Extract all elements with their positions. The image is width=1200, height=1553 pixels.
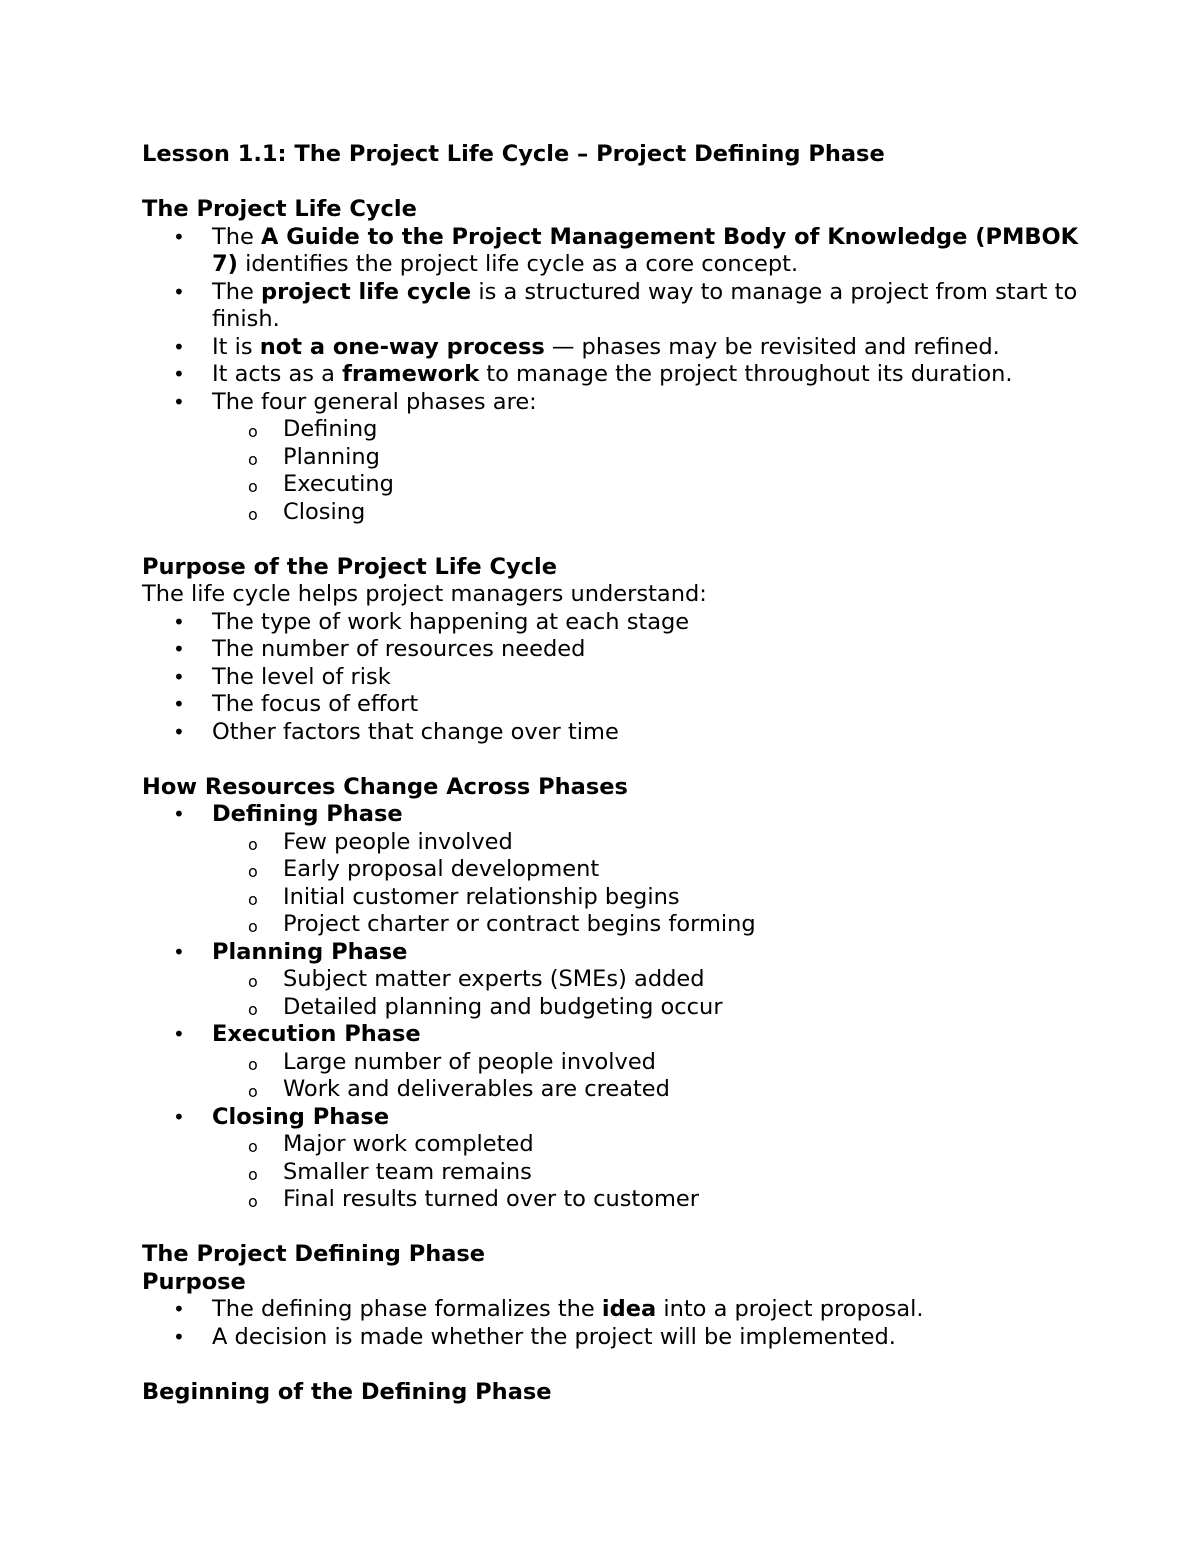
- document-body: [142, 141, 1102, 1406]
- circle-bullet-icon: o: [248, 999, 258, 1019]
- sub-list-item: o Project charter or contract begins forming: [142, 911, 1102, 939]
- section-heading-defining: The Project Defining Phase: [142, 1241, 486, 1267]
- phases-sublist: [142, 416, 1102, 526]
- circle-bullet-icon: o: [248, 917, 258, 936]
- bullet-icon: •: [173, 664, 185, 689]
- sub-list-item: o Early proposal development: [142, 856, 1102, 884]
- purpose-intro: The life cycle helps project managers understand:: [142, 581, 707, 607]
- bullet-icon: •: [173, 802, 185, 826]
- list-item: • The project life cycle is a structured way to manage a project from start to finish.: [173, 278, 1078, 332]
- circle-bullet-icon: o: [248, 422, 258, 441]
- defining-list: [142, 1296, 1102, 1351]
- list-item: • The type of work happening at each stage: [173, 608, 690, 635]
- defining-sublist: [142, 829, 1102, 939]
- list-item: • The focus of effort: [173, 691, 419, 717]
- sub-list-item: o Work and deliverables are created: [142, 1076, 1102, 1104]
- bullet-icon: •: [173, 362, 185, 386]
- circle-bullet-icon: o: [248, 1164, 258, 1184]
- circle-bullet-icon: o: [248, 1082, 258, 1101]
- list-item: • It acts as a framework to manage the project throughout its duration.: [173, 361, 1013, 387]
- list-item: • Closing Phase o Major work completed o Smaller team remains o Final results turned over to customer: [142, 1104, 1102, 1214]
- document-title: Lesson 1.1: The Project Life Cycle – Project Defining Phase: [142, 141, 885, 167]
- bullet-icon: •: [173, 334, 185, 359]
- sub-list-item: o Detailed planning and budgeting occur: [142, 994, 1102, 1022]
- resources-list: [142, 801, 1102, 1214]
- section-heading-beginning: Beginning of the Defining Phase: [142, 1378, 552, 1405]
- list-item: • A decision is made whether the project will be implemented.: [173, 1323, 896, 1350]
- bullet-icon: •: [173, 1022, 185, 1046]
- bullet-icon: •: [173, 224, 185, 249]
- section-heading-purpose: Purpose of the Project Life Cycle: [142, 553, 557, 580]
- closing-sublist: [142, 1131, 1102, 1214]
- bullet-icon: •: [173, 389, 185, 414]
- subheading-purpose: Purpose: [142, 1268, 246, 1295]
- bullet-icon: •: [173, 1104, 185, 1129]
- list-item: • The level of risk: [173, 663, 391, 690]
- list-item: • Planning Phase o Subject matter experts (SMEs) added o Detailed planning and budgeting occur: [142, 939, 1102, 1022]
- list-item: • The A Guide to the Project Management Body of Knowledge (PMBOK 7) identifies the project life cycle as a core concept.: [173, 223, 1079, 277]
- list-item: • The number of resources needed: [173, 636, 586, 662]
- sub-list-item: o Subject matter experts (SMEs) added: [142, 966, 1102, 994]
- list-item: • It is not a one-way process — phases may be revisited and refined.: [173, 333, 1000, 360]
- sub-list-item: o Executing: [142, 471, 1102, 499]
- planning-sublist: [142, 966, 1102, 1021]
- circle-bullet-icon: o: [248, 972, 258, 991]
- list-item: • Other factors that change over time: [173, 718, 619, 745]
- circle-bullet-icon: o: [248, 504, 258, 524]
- bullet-icon: •: [173, 692, 185, 716]
- circle-bullet-icon: o: [248, 449, 258, 469]
- bullet-icon: •: [173, 1297, 185, 1321]
- bullet-icon: •: [173, 719, 185, 744]
- life-cycle-list: [142, 224, 1102, 527]
- circle-bullet-icon: o: [248, 834, 258, 854]
- purpose-list: [142, 609, 1102, 747]
- list-item: • Defining Phase o Few people involved o Early proposal development o Initial customer relationship begins o Project charter or contract begins forming: [142, 801, 1102, 939]
- sub-list-item: o Few people involved: [142, 829, 1102, 857]
- bullet-icon: •: [173, 1324, 185, 1349]
- sub-list-item: o Final results turned over to customer: [142, 1186, 1102, 1214]
- circle-bullet-icon: o: [248, 1054, 258, 1074]
- circle-bullet-icon: o: [248, 889, 258, 909]
- list-item: • The defining phase formalizes the idea into a project proposal.: [173, 1296, 924, 1322]
- sub-list-item: o Planning: [142, 444, 1102, 472]
- sub-list-item: o Large number of people involved: [142, 1049, 1102, 1077]
- sub-list-item: o Initial customer relationship begins: [142, 884, 1102, 912]
- circle-bullet-icon: o: [248, 862, 258, 881]
- list-item: • Execution Phase o Large number of people involved o Work and deliverables are created: [142, 1021, 1102, 1104]
- sub-list-item: o Closing: [142, 499, 1102, 527]
- section-heading-resources: How Resources Change Across Phases: [142, 773, 628, 800]
- bullet-icon: •: [173, 939, 185, 964]
- section-heading-life-cycle: The Project Life Cycle: [142, 196, 417, 222]
- circle-bullet-icon: o: [248, 1192, 258, 1211]
- bullet-icon: •: [173, 637, 185, 661]
- bullet-icon: •: [173, 279, 185, 304]
- list-item: • The four general phases are: o Defining o Planning o Executing o Closing: [142, 389, 1102, 527]
- circle-bullet-icon: o: [248, 1137, 258, 1156]
- circle-bullet-icon: o: [248, 477, 258, 496]
- execution-sublist: [142, 1049, 1102, 1104]
- sub-list-item: o Defining: [142, 416, 1102, 444]
- sub-list-item: o Smaller team remains: [142, 1159, 1102, 1187]
- sub-list-item: o Major work completed: [142, 1131, 1102, 1159]
- bullet-icon: •: [173, 609, 185, 634]
